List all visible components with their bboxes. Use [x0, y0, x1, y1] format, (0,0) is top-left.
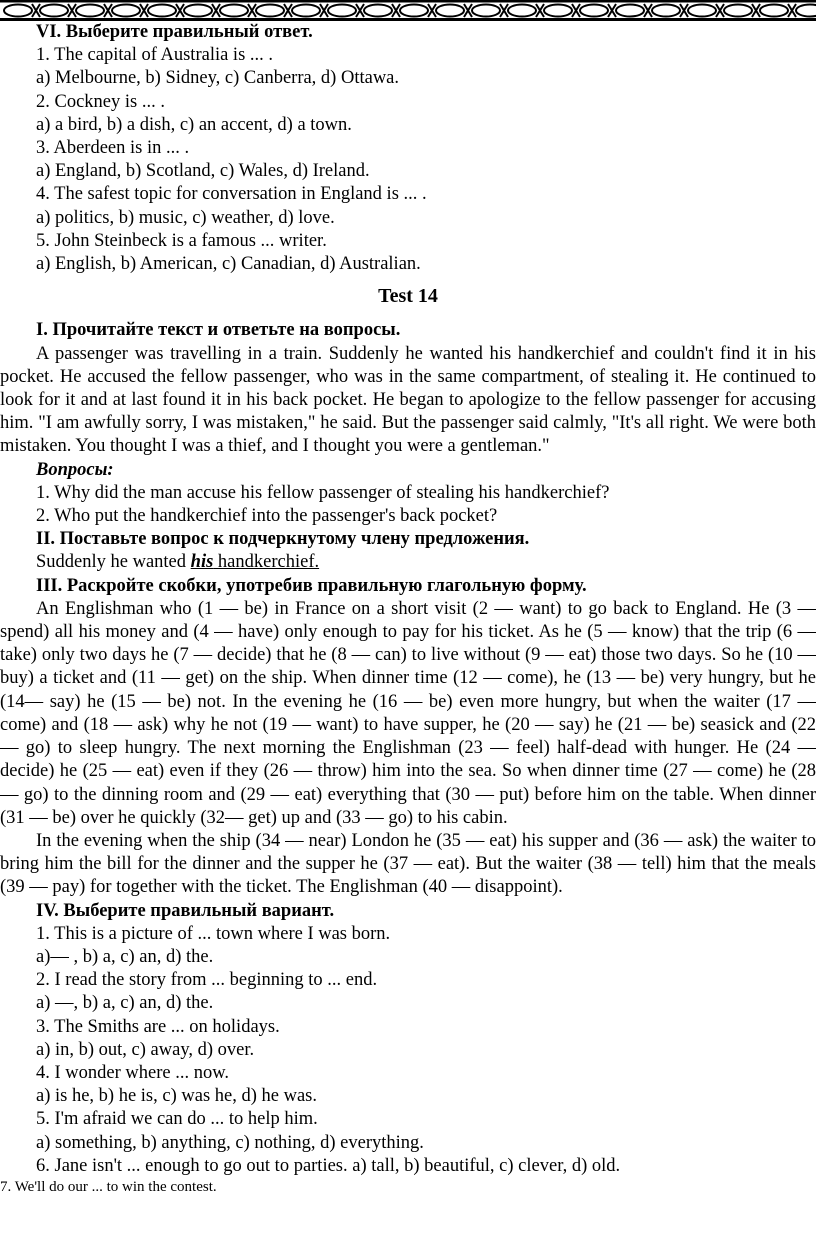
section-heading: I. Прочитайте текст и ответьте на вопросы. — [36, 320, 401, 341]
answer-line: a) is he, b) he is, c) was he, d) he was. — [36, 1086, 318, 1107]
sentence-start: Suddenly he wanted — [36, 552, 191, 573]
test-title: Test 14 — [378, 285, 438, 308]
section-heading: III. Раскройте скобки, употребив правильную глагольную форму. — [36, 575, 587, 596]
answer-line: a) in, b) out, c) away, d) over. — [36, 1039, 255, 1060]
questions-label: Вопросы: — [36, 459, 114, 480]
question-line: 3. Aberdeen is in ... . — [36, 138, 190, 159]
underlined-sentence — [0, 551, 816, 574]
answer-line: a) something, b) anything, c) nothing, d) everything. — [36, 1132, 424, 1153]
answer-line: a) Melbourne, b) Sidney, c) Canberra, d) Ottawa. — [36, 68, 400, 89]
question-line: 1. The capital of Australia is ... . — [36, 45, 274, 66]
exercise-paragraph-body: In the evening when the ship (34 — near) London he (35 — eat) his supper and (36 — ask) the waiter to bring him the bill for the dinner and the supper he (37 — eat). But the waiter (38 — tell) him that the meals (39 — pay) for together with the ticket. The Englishman (40 — disappoint). — [0, 830, 816, 898]
question-line: 1. Why did the man accuse his fellow passenger of stealing his handkerchief? — [36, 482, 610, 503]
question-line: 2. Cockney is ... . — [36, 91, 165, 112]
answer-line: a) English, b) American, c) Canadian, d) Australian. — [36, 254, 421, 275]
underlined-word: his — [190, 552, 214, 573]
question-line: 4. The safest topic for conversation in England is ... . — [36, 184, 427, 205]
answer-line: a) a bird, b) a dish, c) an accent, d) a town. — [36, 114, 352, 135]
sentence-end: handkerchief. — [213, 552, 320, 573]
question-line: 3. The Smiths are ... on holidays. — [36, 1016, 280, 1037]
answer-line: a)— , b) a, c) an, d) the. — [36, 946, 214, 967]
question-line-cut: 7. We'll do our ... to win the contest. — [0, 1178, 217, 1195]
question-line: 2. Who put the handkerchief into the passenger's back pocket? — [36, 506, 498, 527]
question-list — [0, 44, 816, 276]
answer-line: a) —, b) a, c) an, d) the. — [36, 993, 214, 1014]
answer-line: a) politics, b) music, c) weather, d) love. — [36, 207, 335, 228]
question-line: 6. Jane isn't ... enough to go out to parties. a) tall, b) beautiful, c) clever, d) old. — [36, 1155, 621, 1176]
exercise-paragraph — [0, 830, 816, 900]
reading-text-body: A passenger was travelling in a train. Suddenly he wanted his handkerchief and couldn't find it in his pocket. He accused the fellow passenger, who was in the same compartment, of stealing it. He continued to look for it and at last found it in his back pocket. He began to apologize to the fellow passenger for accusing him. "I am awfully sorry, I was mistaken," he said. But the passenger said calmly, "It's all right. We were both mistaken. You thought I was a thief, and I thought you were a gentleman." — [0, 343, 816, 457]
exercise-paragraph — [0, 598, 816, 830]
underlined-part — [191, 552, 319, 572]
ornament-border-icon — [0, 0, 816, 22]
question-line: 4. I wonder where ... now. — [36, 1062, 229, 1083]
question-line: 1. This is a picture of ... town where I was born. — [36, 923, 391, 944]
answer-line: a) England, b) Scotland, c) Wales, d) Ireland. — [36, 161, 370, 182]
section-heading: II. Поставьте вопрос к подчеркнутому члену предложения. — [36, 529, 530, 550]
reading-text — [0, 343, 816, 459]
question-line: 2. I read the story from ... beginning to ... end. — [36, 970, 378, 991]
question-line: 5. John Steinbeck is a famous ... writer. — [36, 230, 327, 251]
question-line: 5. I'm afraid we can do ... to help him. — [36, 1109, 318, 1130]
document-page — [0, 21, 816, 1196]
decorative-border — [0, 0, 816, 22]
section-heading: VI. Выберите правильный ответ. — [36, 22, 313, 42]
exercise-paragraph-body: An Englishman who (1 — be) in France on a short visit (2 — want) to go back to England. He (3 — spend) all his money and (4 — have) only enough to pay for his ticket. As he (5 — know) that the trip (6 — take) only two days he (7 — decide) that he (8 — can) to live without (9 — eat) those two days. So he (10 — buy) a ticket and (11 — get) on the ship. When dinner time (12 — come), he (13 — be) very hungry, but he (14— say) he (15 — be) not. In the evening he (16 — be) even more hungry, but when the waiter (17 — come) and (18 — ask) why he not (19 — want) to have supper, he (20 — say) he (21 — be) seasick and (22 — go) to sleep hungry. The next morning the Englishman (23 — feel) half-dead with hunger. He (24 — decide) he (25 — eat) even if they (26 — throw) him into the sea. So when dinner time (27 — come) he (28 — go) to the dinning room and (29 — eat) everything that (30 — put) before him on the table. When dinner (31 — be) over he quickly (32— get) up and (33 — go) to his cabin. — [0, 598, 816, 828]
section-heading: IV. Выберите правильный вариант. — [36, 900, 335, 921]
